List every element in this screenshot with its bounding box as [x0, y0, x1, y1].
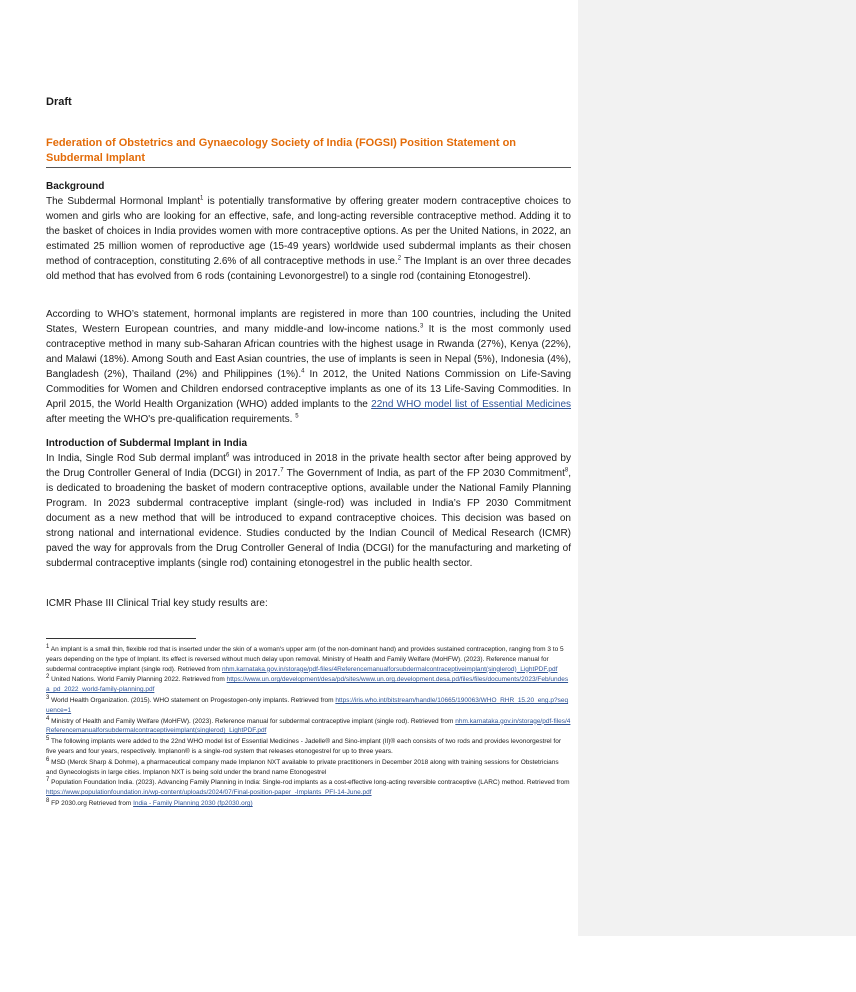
footnote-ref-7[interactable]: 7	[280, 467, 284, 474]
footnote-number: 1	[46, 643, 50, 650]
footnote-link[interactable]: nhm.karnataka.gov.in/storage/pdf-files/4Referencemanualforsubdermalcontraceptiveimplant(singlerod)_LightPDF.pdf	[221, 665, 558, 673]
document-title: Federation of Obstetrics and Gynaecology Society of India (FOGSI) Position Statement on Subdermal Implant	[46, 136, 571, 168]
text-run: In India, Single Rod Sub dermal implant	[46, 453, 226, 464]
footnote-3	[46, 696, 571, 716]
footnote-number: 5	[46, 736, 50, 743]
footnote-number: 7	[46, 777, 50, 784]
footnote-5	[46, 737, 571, 757]
text-run: The Implant is an over three decades old method that has evolved from 6 rods (containing Levonorgestrel) to a single rod (containing Etonogestrel).	[46, 256, 571, 282]
footnote-number: 3	[46, 694, 50, 701]
footnote-separator	[46, 638, 196, 639]
footnote-ref-1[interactable]: 1	[200, 195, 204, 202]
footnote-link[interactable]: https://www.populationfoundation.in/wp-content/uploads/2024/07/Final-position-paper_-Implants_PFI-14-June.pdf	[46, 789, 372, 797]
footnote-ref-2[interactable]: 2	[397, 255, 402, 262]
footnote-number: 4	[46, 715, 50, 722]
text-run: In 2012, the United Nations Commission on Life-Saving Commodities for Women and Children endorsed contraceptive implants as one of its 13 Life-Saving Commodities. In April 2015, the World Health Organization (WHO) added implants to the	[46, 369, 572, 410]
draft-label: Draft	[46, 96, 72, 108]
footnote-1	[46, 645, 571, 674]
background-paragraph-2-block	[46, 307, 571, 427]
background-section	[46, 179, 571, 284]
footnote-link[interactable]: India - Family Planning 2030 (fp2030.org)	[133, 799, 253, 807]
footnote-text: World Health Organization. (2015). WHO statement on Progestogen-only implants. Retrieved from	[51, 696, 336, 704]
introduction-paragraph	[46, 451, 571, 571]
background-paragraph-2	[46, 307, 571, 427]
footnote-text: MSD (Merck Sharp & Dohme), a pharmaceutical company made Implanon NXT available to private practitioners in December 2018 along with training sessions for Obstetricians and Gynecologists in large cities. Implanon NXT is being sold under the brand name Etonogestrel	[46, 758, 559, 776]
introduction-heading: Introduction of Subdermal Implant in India	[46, 438, 248, 449]
text-run: is potentially transformative by offering greater modern contraceptive choices to women and girls who are looking for an effective, safe, and long-acting reversible contraceptive method. Adding it to the basket of choices in India provides women with more contraceptive options. As per the United Nations, in 2022, an estimated 25 million women of reproductive age (15-49 years) worldwide used subdermal implants as their chosen method of contraception, constituting 2.6% of all contraceptive methods in use.	[46, 196, 571, 267]
footnote-text: FP 2030.org Retrieved from	[51, 799, 134, 807]
text-run: after meeting the WHO's pre-qualification requirements.	[46, 414, 296, 425]
footnote-text: Ministry of Health and Family Welfare (MoHFW). (2023). Reference manual for subdermal contraceptive implant (single rod). Retrieved from	[51, 717, 456, 725]
who-essential-medicines-link[interactable]: 22nd WHO model list of Essential Medicines	[371, 399, 572, 410]
footnote-4	[46, 717, 571, 737]
footnote-number: 2	[46, 674, 50, 681]
footnote-ref-6[interactable]: 6	[225, 452, 230, 459]
text-run: The Government of India, as part of the FP 2030 Commitment	[283, 468, 565, 479]
comment-margin-pane	[578, 0, 856, 936]
footnote-8	[46, 799, 571, 809]
footnote-ref-8[interactable]: 8	[564, 467, 569, 474]
text-run: The Subdermal Hormonal Implant	[46, 196, 201, 207]
footnote-text: Population Foundation India. (2023). Advancing Family Planning in India: Single-rod implants as a cost-effective long-acting reversible contraceptive (LARC) method. Retrieved from	[51, 779, 570, 787]
footnote-text: An implant is a small thin, flexible rod that is inserted under the skin of a woman's upper arm (of the non-dominant hand) and provides sustained contraception, ranging from 3 to 5 years depending on the type of Implant. Its effect is reversed without much delay upon removal. Ministry of Health and Family Welfare (MoHFW). (2023). Reference manual for subdermal contraceptive implant (single rod). Retrieved from	[46, 646, 564, 673]
footnotes-area	[46, 645, 571, 810]
text-run: , is dedicated to broadening the basket of modern contraceptive options, available under the National Family Planning Program. In 2023 subdermal contraceptive implant (single-rod) was included in India’s FP 2030 Commitment document as a new method that will be introduced to expand contraceptive choices. This decision was based on strong national and international evidence. Studies conducted by the Indian Council of Medical Research (ICMR) paved the way for approvals from the Drug Controller General of India (DCGI) for the manufacturing and marketing of subdermal contraceptive implants (single rod) containing etonogestrel in the public health sector.	[46, 468, 571, 569]
footnote-7	[46, 778, 571, 798]
icmr-results-line: ICMR Phase III Clinical Trial key study results are:	[46, 598, 268, 609]
footnote-number: 6	[46, 756, 50, 763]
background-heading: Background	[46, 181, 105, 192]
footnote-number: 8	[46, 797, 50, 804]
footnote-ref-4[interactable]: 4	[301, 368, 305, 375]
footnote-2	[46, 675, 571, 695]
background-paragraph-1	[46, 194, 571, 284]
introduction-section	[46, 436, 571, 571]
footnote-link[interactable]: https://iris.who.int/bitstream/handle/10665/190063/WHO_RHR_15.20_eng.p?sequence=1	[46, 696, 569, 714]
footnote-6	[46, 758, 571, 778]
footnote-ref-3[interactable]: 3	[419, 323, 424, 330]
text-run: According to WHO’s statement, hormonal implants are registered in more than 100 countries, including the United States, Western European countries, and many middle-and low-income nations.	[46, 309, 571, 335]
footnote-text: United Nations. World Family Planning 2022. Retrieved from	[51, 676, 227, 684]
footnote-link[interactable]: https://www.un.org/development/desa/pd/sites/www.un.org.development.desa.pd/files/files/documents/2023/Feb/undesa_pd_2022_world-family-planning.pdf	[46, 676, 569, 694]
footnote-text: The following implants were added to the 22nd WHO model list of Essential Medicines - Jadelle® and Sino-implant (II)® each consists of two rods and provides levonorgestrel for five years and four years, respectively. Implanon® is a single-rod system that releases etonogestrel for up to three years.	[46, 738, 562, 755]
footnote-link[interactable]: nhm.karnataka.gov.in/storage/pdf-files/4Referencemanualforsubdermalcontraceptiveimplant(singlerod)_LightPDF.pdf	[46, 717, 571, 735]
text-run: was introduced in 2018 in the private health sector after being approved by the Drug Controller General of India (DCGI) in 2017.	[46, 453, 571, 479]
text-run: It is the most commonly used contraceptive method in many sub-Saharan African countries with the highest usage in Rwanda (27%), Kenya (22%), and Malawi (18%). Among South and East Asian countries, the use of implants is seen in Nepal (5%), Indonesia (4%), Bangladesh (2%), Thailand (2%) and Philippines (1%).	[46, 324, 571, 380]
footnote-ref-5[interactable]: 5	[295, 413, 299, 420]
